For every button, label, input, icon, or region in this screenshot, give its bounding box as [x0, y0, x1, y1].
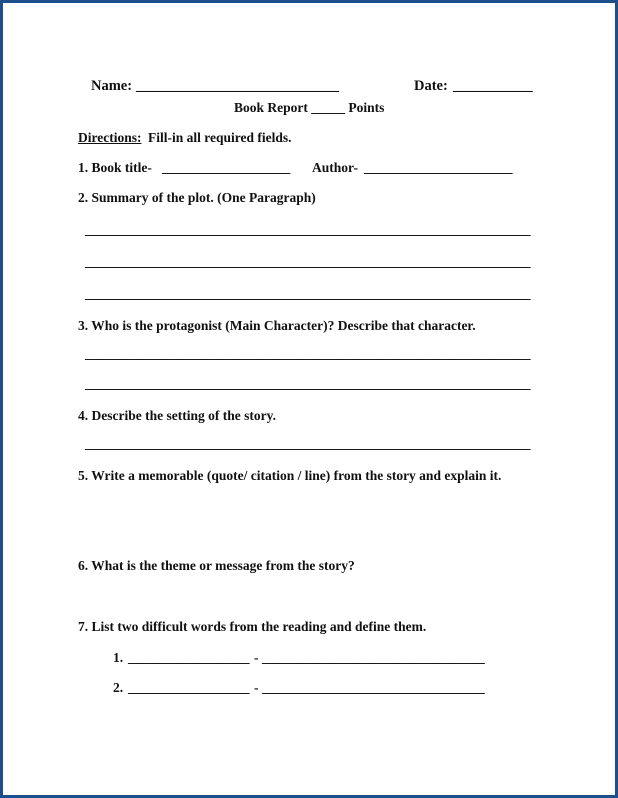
- definition-2-blank[interactable]: _________________________________: [262, 680, 485, 695]
- word-1-number: 1.: [113, 650, 124, 665]
- question-6: 6. What is the theme or message from the story?: [78, 558, 355, 573]
- answer-line[interactable]: __________________________________________________________________: [85, 376, 531, 391]
- directions-label: Directions:: [78, 130, 142, 145]
- question-5: 5. Write a memorable (quote/ citation / line) from the story and explain it.: [78, 468, 502, 483]
- answer-line[interactable]: __________________________________________________________________: [85, 254, 531, 269]
- name-blank[interactable]: ____________________________: [136, 78, 339, 94]
- book-title-label: 1. Book title-: [78, 160, 152, 175]
- word-2-blank[interactable]: __________________: [128, 680, 250, 695]
- word-2-dash: -: [254, 680, 259, 695]
- definition-1-blank[interactable]: _________________________________: [262, 650, 485, 665]
- book-title-blank[interactable]: ___________________: [162, 160, 291, 175]
- question-4: 4. Describe the setting of the story.: [78, 408, 276, 423]
- answer-line[interactable]: __________________________________________________________________: [85, 436, 531, 451]
- author-label: Author-: [312, 160, 358, 175]
- word-1-blank[interactable]: __________________: [128, 650, 250, 665]
- question-7: 7. List two difficult words from the reading and define them.: [78, 619, 427, 634]
- date-blank[interactable]: ___________: [453, 78, 533, 94]
- date-label: Date:: [414, 78, 448, 94]
- answer-line[interactable]: __________________________________________________________________: [85, 346, 531, 361]
- question-2: 2. Summary of the plot. (One Paragraph): [78, 190, 316, 205]
- author-blank[interactable]: ______________________: [364, 160, 513, 175]
- answer-line[interactable]: __________________________________________________________________: [85, 286, 531, 301]
- word-2-number: 2.: [113, 680, 124, 695]
- question-3: 3. Who is the protagonist (Main Character)? Describe that character.: [78, 318, 476, 333]
- name-label: Name:: [91, 78, 133, 94]
- report-title: Book Report _____ Points: [234, 100, 385, 115]
- word-1-dash: -: [254, 650, 259, 665]
- answer-line[interactable]: __________________________________________________________________: [85, 222, 531, 237]
- directions-text: Fill-in all required fields.: [148, 130, 292, 145]
